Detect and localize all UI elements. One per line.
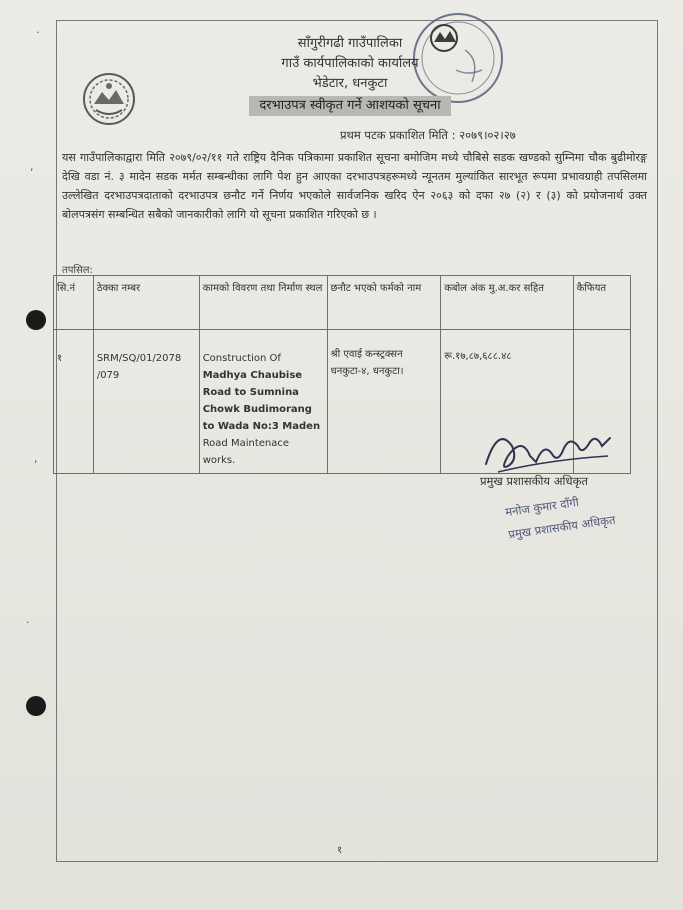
signatory-name: मनोज कुमार दाँगी bbox=[504, 494, 580, 520]
notice-body: यस गाउँपालिकाद्वारा मिति २०७९/०२/११ गते राष्ट्रिय दैनिक पत्रिकामा प्रकाशित सूचना बमोजिम मध्ये चौबिसे सडक खण्डको सुम्निमा चौक बुढीमोरङ्ग देखि वडा नं. ३ मादेन सडक मर्मत सम्बन्धीका लागि पेश हुन आएका दरभाउपत्रहरूमध्ये न्यूनतम मुल्यांकित सारभूत रूपमा प्रभावग्राही तपसिलमा उल्लेखित दरभाउपत्रदाताको दरभाउपत्र छनौट गर्ने निर्णय भएकोले सार्वजनिक खरिद ऐन २०६३ को दफा २७ (२) र (३) को प्रयोजनार्थ उक्त बोलपत्रसंग सम्बन्धित सबैको जानकारीको लागि यो सूचना प्रकाशित गरिएको छ । bbox=[62, 151, 647, 221]
description-bold: Madhya Chaubise Road to Sumnina Chowk Budimorang to Wada No:3 Maden bbox=[202, 370, 321, 432]
punch-hole bbox=[26, 310, 46, 330]
margin-mark: , bbox=[30, 160, 34, 173]
signatory-role: प्रमुख प्रशासकीय अधिकृत bbox=[507, 512, 617, 542]
col-header-sn: सि.नं bbox=[54, 276, 94, 330]
page-number: १ bbox=[337, 845, 343, 856]
office-address: भेडेटार, धनकुटा bbox=[312, 76, 388, 91]
cell-amount: रू.१७,८७,६८८.४८ bbox=[441, 330, 573, 474]
punch-hole bbox=[26, 696, 46, 716]
municipality-name: साँगुरीगढी गाउँपालिका bbox=[297, 36, 403, 51]
col-header-description: कामको विवरण तथा निर्माण स्थल bbox=[199, 276, 327, 330]
notice-title: दरभाउपत्र स्वीकृत गर्ने आशयको सूचना bbox=[249, 96, 450, 116]
col-header-amount: कबोल अंक मु.अ.कर सहित bbox=[441, 276, 573, 330]
cell-firm: श्री एवाई कन्स्ट्रक्सन धनकुटा-४, धनकुटा। bbox=[327, 330, 441, 474]
publication-date: प्रथम पटक प्रकाशित मिति : २०७९।०२।२७ bbox=[340, 128, 516, 142]
table-caption: तपसिल: bbox=[62, 265, 93, 276]
municipality-emblem bbox=[82, 72, 136, 126]
letterhead bbox=[200, 34, 500, 116]
office-name: गाउँ कार्यपालिकाको कार्यालय bbox=[281, 56, 419, 71]
col-header-remarks: कैफियत bbox=[573, 276, 630, 330]
margin-mark: · bbox=[36, 26, 40, 39]
cell-contract-no: SRM/SQ/01/2078 /079 bbox=[93, 330, 199, 474]
col-header-firm: छनौट भएको फर्मको नाम bbox=[327, 276, 441, 330]
signatory-title: प्रमुख प्रशासकीय अधिकृत bbox=[480, 474, 588, 488]
description-prefix: Construction Of bbox=[202, 353, 281, 364]
cell-description bbox=[199, 330, 327, 474]
description-suffix: Road Maintenace works. bbox=[202, 438, 290, 466]
margin-mark: · bbox=[26, 616, 30, 629]
col-header-contract-no: ठेक्का नम्बर bbox=[93, 276, 199, 330]
table-header-row bbox=[54, 276, 631, 330]
margin-mark: , bbox=[34, 452, 38, 465]
cell-sn: १ bbox=[54, 330, 94, 474]
